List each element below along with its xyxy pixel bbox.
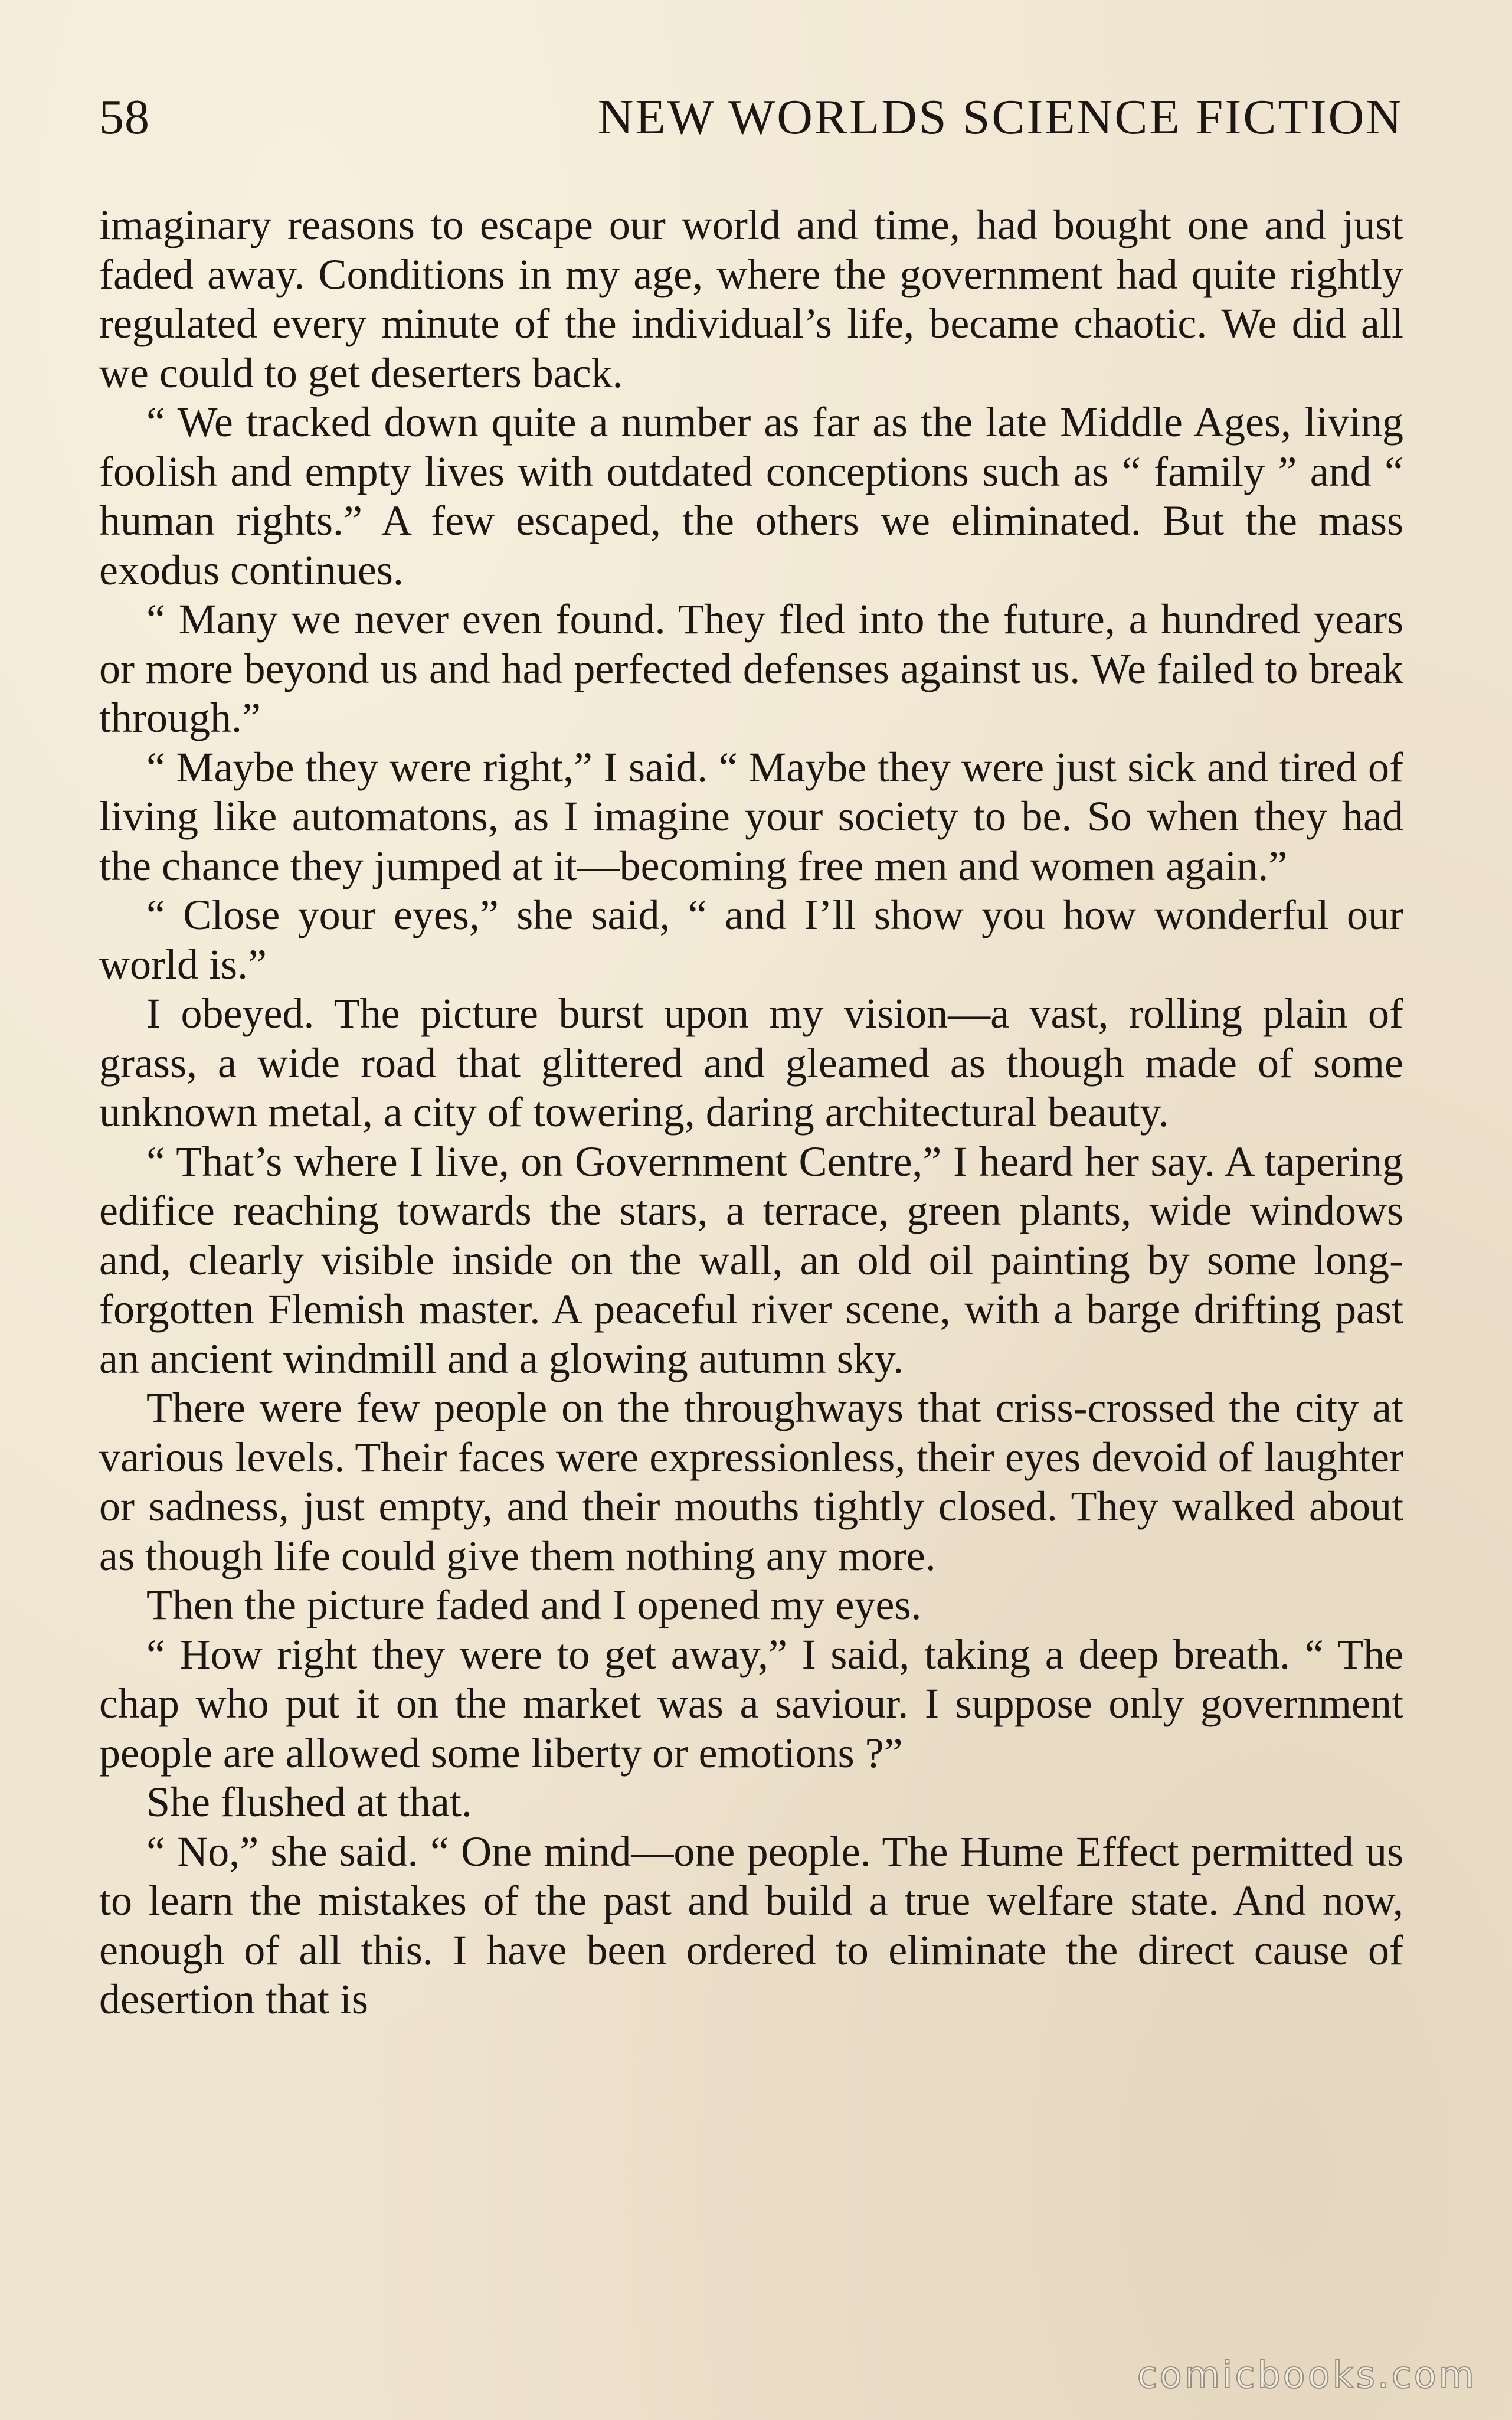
paragraph: There were few people on the throughways that criss-crossed the city at various levels. Their faces were expressionless, their eyes devoid of laughter or sadness, just empty, and their mouths tightly closed. They walked about as though life could give them nothing any more.: [99, 1384, 1403, 1579]
paragraph: “ That’s where I live, on Government Centre,” I heard her say. A tapering edifice reaching towards the stars, a terrace, green plants, wide windows and, clearly visible inside on the wall, an old oil painting by some long-forgotten Flemish master. A peaceful river scene, with a barge drifting past an ancient windmill and a glowing autumn sky.: [99, 1137, 1403, 1382]
paragraph: I obeyed. The picture burst upon my vision—a vast, rolling plain of grass, a wide road that glittered and gleamed as though made of some unknown metal, a city of towering, daring architectural beauty.: [99, 990, 1403, 1136]
page-number: 58: [99, 90, 150, 145]
magazine-title: NEW WORLDS SCIENCE FICTION: [597, 90, 1403, 145]
paragraph: “ Close your eyes,” she said, “ and I’ll show you how wonderful our world is.”: [99, 891, 1403, 988]
paragraph: imaginary reasons to escape our world and time, had bought one and just faded away. Conditions in my age, where the government had quite rightly regulated every minute of the individual’s life, became chaotic. We did all we could to get deserters back.: [99, 201, 1403, 397]
paragraph: “ Maybe they were right,” I said. “ Maybe they were just sick and tired of living like automatons, as I imagine your society to be. So when they had the chance they jumped at it—becoming free men and women again.”: [99, 743, 1403, 889]
running-head: [99, 89, 1403, 177]
paragraph: “ No,” she said. “ One mind—one people. The Hume Effect permitted us to learn the mistakes of the past and build a true welfare state. And now, enough of all this. I have been ordered to eliminate the direct cause of desertion that is: [99, 1827, 1403, 2023]
book-page: [99, 89, 1403, 2331]
paragraph: “ We tracked down quite a number as far as the late Middle Ages, living foolish and empty lives with outdated conceptions such as “ family ” and “ human rights.” A few escaped, the others we eliminated. But the mass exodus continues.: [99, 398, 1403, 594]
story-text: [99, 201, 1403, 2025]
paragraph: Then the picture faded and I opened my eyes.: [146, 1581, 922, 1628]
paragraph: “ Many we never even found. They fled into the future, a hundred years or more beyond us and had perfected defenses against us. We failed to break through.”: [99, 596, 1403, 741]
watermark: comicbooks.com: [1137, 2353, 1477, 2396]
paragraph: “ How right they were to get away,” I said, taking a deep breath. “ The chap who put it on the market was a saviour. I suppose only government people are allowed some liberty or emotions ?”: [99, 1630, 1403, 1777]
paragraph: She flushed at that.: [146, 1778, 472, 1826]
